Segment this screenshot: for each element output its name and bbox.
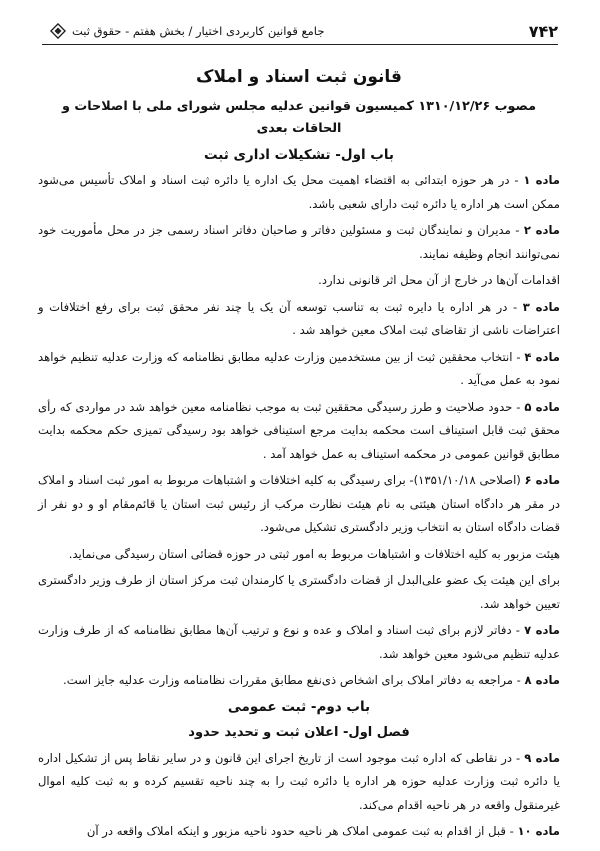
article-9 <box>38 747 560 818</box>
running-title: جامع قوانین کاربردی اختیار / بخش هفتم - حقوق ثبت <box>72 24 325 38</box>
article-label: ماده ۶ <box>524 473 560 487</box>
article-text: - انتخاب محققین ثبت از بین مستخدمین وزارت عدلیه مطابق نظامنامه که وزارت عدلیه تنظیم خواهد نمود به عمل می‌آید . <box>38 349 560 387</box>
article-5 <box>38 396 560 467</box>
section-title-2: باب دوم- ثبت عمومی <box>227 698 371 715</box>
article-6 <box>38 469 560 540</box>
article-label: ماده ۸ <box>524 673 560 687</box>
article-label: ماده ۱۰ <box>517 824 560 838</box>
article-label: ماده ۳ <box>522 299 560 314</box>
article-text: - در نقاطی که اداره ثبت موجود است از تاریخ اجرای این قانون و در سایر نقاط پس از تشکیل اداره یا دائره ثبت وزارت عدلیه حوزه هر اداره یا دائره ثبت را به چند ناحیه تقسیم کرده و به ثبت کلیه اموال غیرمنقول واقعه در هر ناحیه اقدام می‌کند. <box>38 750 560 812</box>
article-label: ماده ۱ <box>523 173 560 187</box>
approval-line: مصوب ۱۳۱۰/۱۲/۲۶ کمیسیون قوانین عدلیه مجلس شورای ملی با اصلاحات و الحاقات بعدی <box>61 98 537 136</box>
page-header <box>42 18 558 45</box>
article-text: - قبل از اقدام به ثبت عمومی املاک هر ناحیه حدود ناحیه مزبور و اینکه املاک واقعه در آن <box>86 824 518 838</box>
article-2 <box>38 219 560 266</box>
page-number: ۷۴۲ <box>528 21 558 41</box>
page-content <box>38 62 560 845</box>
article-3 <box>38 296 560 343</box>
article-4 <box>38 346 560 393</box>
article-8 <box>38 669 560 693</box>
chapter-title-1: فصل اول- اعلان ثبت و تحدید حدود <box>188 725 410 740</box>
article-2-note: اقدامات آن‌ها در خارج از آن محل اثر قانونی ندارد. <box>318 273 560 287</box>
article-text: - در هر حوزه ابتدائی به اقتضاء اهمیت محل یک اداره یا دائره ثبت اسناد و املاک تأسیس می‌شود ممکن است هر اداره یا دائره ثبت دارای شعبی باشد. <box>38 173 560 211</box>
article-text: - در هر اداره یا دایره ثبت به تناسب توسعه آن یک یا چند نفر محقق ثبت برای رفع اختلافات و اعتراضات ناشی از تقاضای ثبت املاک معین خواهد شد . <box>38 299 560 337</box>
article-label: ماده ۵ <box>524 399 560 414</box>
article-1 <box>38 169 560 216</box>
article-text: - حدود صلاحیت و طرز رسیدگی محققین ثبت به موجب نظامنامه معین خواهد شد در مواردی که رأی محقق ثبت قابل استیناف است محکمه بدایت مرجع استینافی خواهد بود رسیدگی تمیزی حکم محکمه بدایت مطابق قوانین عمومی در محکمه استیناف به عمل خواهد آمد . <box>38 399 560 461</box>
article-label: ماده ۴ <box>524 349 560 364</box>
article-label: ماده ۲ <box>523 223 560 237</box>
paragraph: برای این هیئت یک عضو علی‌البدل از قضات دادگستری یا کارمندان ثبت مرکز استان از طرف وزیر دادگستری تعیین خواهد شد. <box>38 573 560 611</box>
section-title-1: باب اول- تشکیلات اداری ثبت <box>203 146 395 163</box>
article-label: ماده ۹ <box>524 750 560 765</box>
law-title: قانون ثبت اسناد و املاک <box>196 67 402 87</box>
article-text: - مدیران و نمایندگان ثبت و مسئولین دفاتر و صاحبان دفاتر اسناد رسمی جز در محل مأموریت خود نمی‌توانند انجام وظیفه نمایند. <box>38 223 560 261</box>
article-7 <box>38 619 560 666</box>
article-text: - دفاتر لازم برای ثبت اسناد و املاک و عده و نوع و ترتیب آن‌ها مطابق نظامنامه که از طرف وزارت عدلیه تنظیم می‌شود معین خواهد شد. <box>38 623 560 661</box>
article-label: ماده ۷ <box>524 623 560 637</box>
article-text: - مراجعه به دفاتر املاک برای اشخاص ذی‌نفع مطابق مقررات نظامنامه وزارت عدلیه جایز است. <box>63 673 525 687</box>
ornament-icon <box>50 23 66 39</box>
article-text: (اصلاحی ۱۳۵۱/۱۰/۱۸)- برای رسیدگی به کلیه اختلافات و اشتباهات مربوط به امور ثبت اسناد و املاک در مقر هر دادگاه استان هیئتی به نام هیئت نظارت مرکب از رئیس ثبت استان یا قائم‌مقام او و دو نفر از قضات دادگاه استان به انتخاب وزیر دادگستری تشکیل می‌شود. <box>38 473 560 534</box>
paragraph: هیئت مزبور به کلیه اختلافات و اشتباهات مربوط به امور ثبتی در حوزه قضائی استان رسیدگی می‌نماید. <box>68 546 560 561</box>
article-10 <box>38 820 560 844</box>
